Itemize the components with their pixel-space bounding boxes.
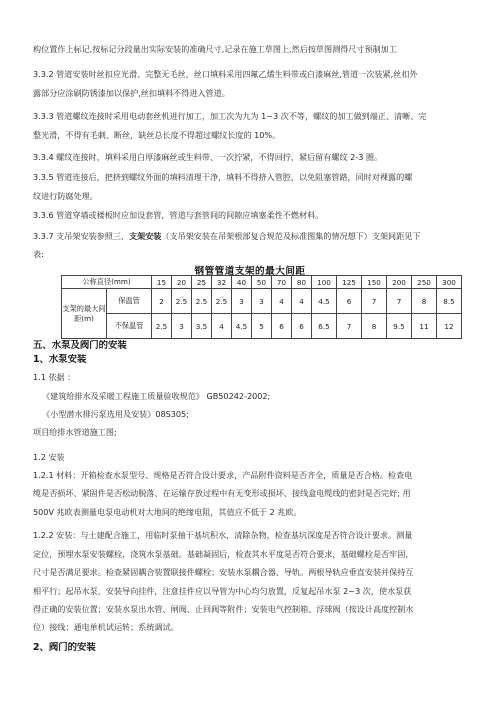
table-cell: 3	[232, 289, 252, 314]
table-cell: 8	[412, 289, 437, 314]
text-line: 3.3.2 管道安装时丝扣应光滑、完整无毛丝，丝口填料采用四氟乙烯生料带或白漆麻丝,管道一次装紧,丝扣外	[33, 69, 418, 79]
header-cell: 250	[412, 276, 437, 289]
text-line: 尺寸是否满足要求。检查紧固耦合装置联接件螺栓；安装水泵耦合器、导轨。两根导轨应垂直安装并保持互	[33, 567, 414, 577]
text-line: 纹进行防腐处理。	[33, 191, 98, 201]
table-cell: 8.5	[437, 289, 462, 314]
text-line: 露部分应涂刷防锈漆加以保护,丝扣填料不得进入管道。	[33, 88, 230, 98]
table-cell: 12	[437, 314, 462, 339]
table-cell: 7	[337, 314, 362, 339]
header-cell: 20	[172, 276, 192, 289]
table-cell: 2.5	[192, 289, 212, 314]
table-cell: 2.5	[172, 289, 192, 314]
table-cell: 4.5	[312, 289, 337, 314]
text-line: 缆是否损坏、紧固件是否松动脱落、在运输存放过程中有无变形或损坏、接线盒电缆线的密封是否完好; 用	[33, 488, 411, 498]
header-cell: 40	[232, 276, 252, 289]
subsection-heading: 2、阀门的安装	[33, 642, 96, 653]
subsection-heading: 1、水泵安装	[33, 354, 87, 365]
header-cell: 300	[437, 276, 462, 289]
header-label: 公称直径(mm)	[62, 276, 152, 289]
reference-line: 《建筑给排水及采暖工程施工质量验收规范》 GB50242-2002;	[42, 391, 271, 401]
table-cell: 2.5	[152, 314, 172, 339]
header-cell: 32	[212, 276, 232, 289]
header-cell: 125	[337, 276, 362, 289]
table-cell: 7	[362, 289, 387, 314]
text-line: 定位，预埋水泵安装螺栓，浇筑水泵基础。基础凝固后，检查其水平度是否符合要求，基础螺栓是否牢固，	[33, 549, 414, 559]
table-row	[62, 314, 462, 339]
header-cell: 50	[252, 276, 272, 289]
text-line: 500V 兆欧表测量电泵电动机对大地间的绝缘电阻，其值应不低于 2 兆欧。	[33, 507, 302, 517]
text-line: 1.2.2 安装：与土建配合施工，用临时泵抽干基坑积水，清除杂物，检查基坑深度是否符合设计要求。测量	[33, 530, 413, 540]
row-label: 保温管	[107, 289, 152, 314]
row-group-label: 支架的最大间距(m)	[62, 289, 107, 339]
text-line: 位）接线；通电单机试运转；系统调试。	[33, 622, 179, 632]
table-row	[62, 289, 462, 314]
table-cell: 8	[362, 314, 387, 339]
reference-line: 《小型潜水排污泵选用及安装》08S305;	[42, 409, 189, 419]
header-cell: 25	[192, 276, 212, 289]
table-cell: 6	[337, 289, 362, 314]
header-cell: 70	[272, 276, 292, 289]
table-cell: 3	[252, 289, 272, 314]
table-cell: 2.5	[212, 289, 232, 314]
table-cell: 4	[292, 289, 312, 314]
text-line: 构位置作上标记,按标记分段量出实际安装的准确尺寸,记录在施工草图上,然后按草图测得尺寸预制加工	[33, 44, 397, 54]
row-label: 不保温管	[107, 314, 152, 339]
table-cell: 11	[412, 314, 437, 339]
text-line: 3.3.3 管道螺纹连接时采用电动套丝机进行加工，加工次为九为 1~3 次不等，螺纹的加工做到端正、清晰、完	[33, 111, 427, 121]
text-span-bold: 支架安装	[129, 231, 162, 241]
text-line: 3.3.5 管道连接后，把挤到螺纹外面的填料清理干净，填料不得挤入管腔，以免阻塞管路，同时对裸露的螺	[33, 172, 413, 182]
header-cell: 100	[312, 276, 337, 289]
table-cell: 3	[172, 314, 192, 339]
header-cell: 80	[292, 276, 312, 289]
text-line: 1.2 安装	[33, 452, 65, 462]
table-cell: 5	[252, 314, 272, 339]
text-line: 3.3.6 管道穿墙或楼板时应加设套管，管道与套管间的间隙应填塞柔性不燃材料。	[33, 210, 324, 220]
text-line: 表:	[33, 249, 44, 259]
table-cell: 6.5	[312, 314, 337, 339]
section-heading: 五、水泵及阀门的安装	[33, 340, 127, 351]
support-spacing-table	[61, 275, 462, 339]
text-line: 1.1 依据 ：	[33, 372, 76, 382]
table-cell: 2	[152, 289, 172, 314]
header-cell: 200	[387, 276, 412, 289]
table-cell: 4.5	[232, 314, 252, 339]
text-line	[33, 231, 486, 242]
text-line: 得正确的安装位置；安装水泵出水管、闸阀、止回阀等附件；安装电气控制箱、浮球阀（按设计高度控制水	[33, 604, 414, 614]
text-line: 相平行；起吊水泵，安装导向挂件，注意挂件应以导管为中心均匀放置，反复起吊水泵 2~3 次，使水泵获	[33, 586, 412, 596]
text-line: 项目给排水管道施工图;	[33, 427, 117, 437]
text-span: 3.3.7 支吊架安装参照三、	[33, 231, 130, 241]
table-cell: 6	[292, 314, 312, 339]
text-span: （支吊架安装在吊架根部复合规范及标准图集的情况想下）支架间距见下	[161, 231, 421, 241]
table-cell: 3.5	[192, 314, 212, 339]
text-line: 整光滑，不得有毛刺、断丝，缺丝总长度不得超过螺纹长度的 10%。	[33, 130, 281, 140]
table-cell: 7	[387, 289, 412, 314]
table-cell: 4	[212, 314, 232, 339]
text-line: 1.2.1 材料：开箱检查水泵型号、规格是否符合设计要求，产品附件资料是否齐全，质量是否合格。检查电	[33, 470, 413, 480]
table-title: 钢管管道支架的最大间距	[194, 266, 306, 277]
header-cell: 150	[362, 276, 387, 289]
table-cell: 6	[272, 314, 292, 339]
table-header-row	[62, 276, 462, 289]
table-cell: 4	[272, 289, 292, 314]
header-cell: 15	[152, 276, 172, 289]
text-line: 3.3.4 螺纹连接时，填料采用白厚漆麻丝或生料带、一次拧紧，不得回拧，紧后留有螺纹 2-3 圈。	[33, 152, 383, 162]
table-cell: 9.5	[387, 314, 412, 339]
